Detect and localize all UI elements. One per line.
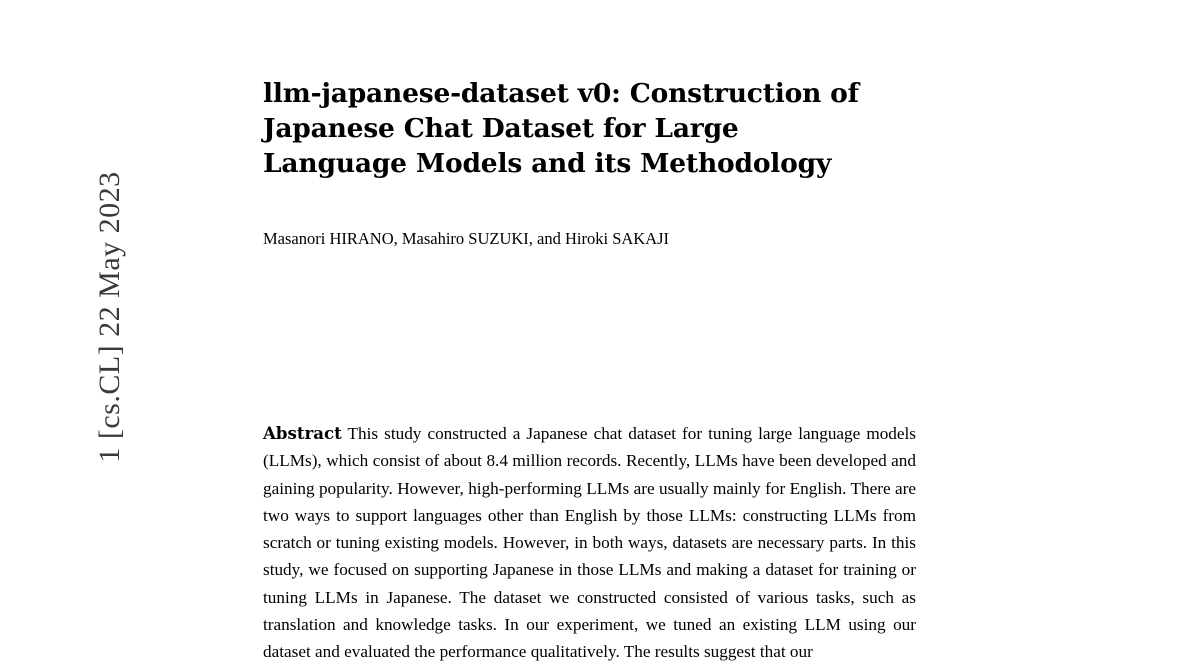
arxiv-stamp-text: 1 [cs.CL] 22 May 2023	[93, 171, 126, 463]
abstract-section	[263, 420, 916, 666]
abstract-label: Abstract	[263, 423, 342, 443]
arxiv-stamp	[0, 0, 126, 648]
abstract-body: This study constructed a Japanese chat dataset for tuning large language models (LLMs), which consist of about 8.4 million records. Recently, LLMs have been developed and gaining popularity. However, high-performing LLMs are usually mainly for English. There are two ways to support languages other than English by those LLMs: constructing LLMs from scratch or tuning existing models. However, in both ways, datasets are necessary parts. In this study, we focused on supporting Japanese in those LLMs and making a dataset for training or tuning LLMs in Japanese. The dataset we constructed consisted of various tasks, such as translation and knowledge tasks. In our experiment, we tuned an existing LLM using our dataset and evaluated the performance qualitatively. The results suggest that our	[263, 424, 916, 662]
page-title: llm-japanese-dataset v0: Construction of Japanese Chat Dataset for Large Language Models and its Methodology	[263, 78, 859, 179]
author-list: Masanori HIRANO, Masahiro SUZUKI, and Hiroki SAKAJI	[263, 229, 670, 248]
paper-page-column	[263, 0, 918, 662]
